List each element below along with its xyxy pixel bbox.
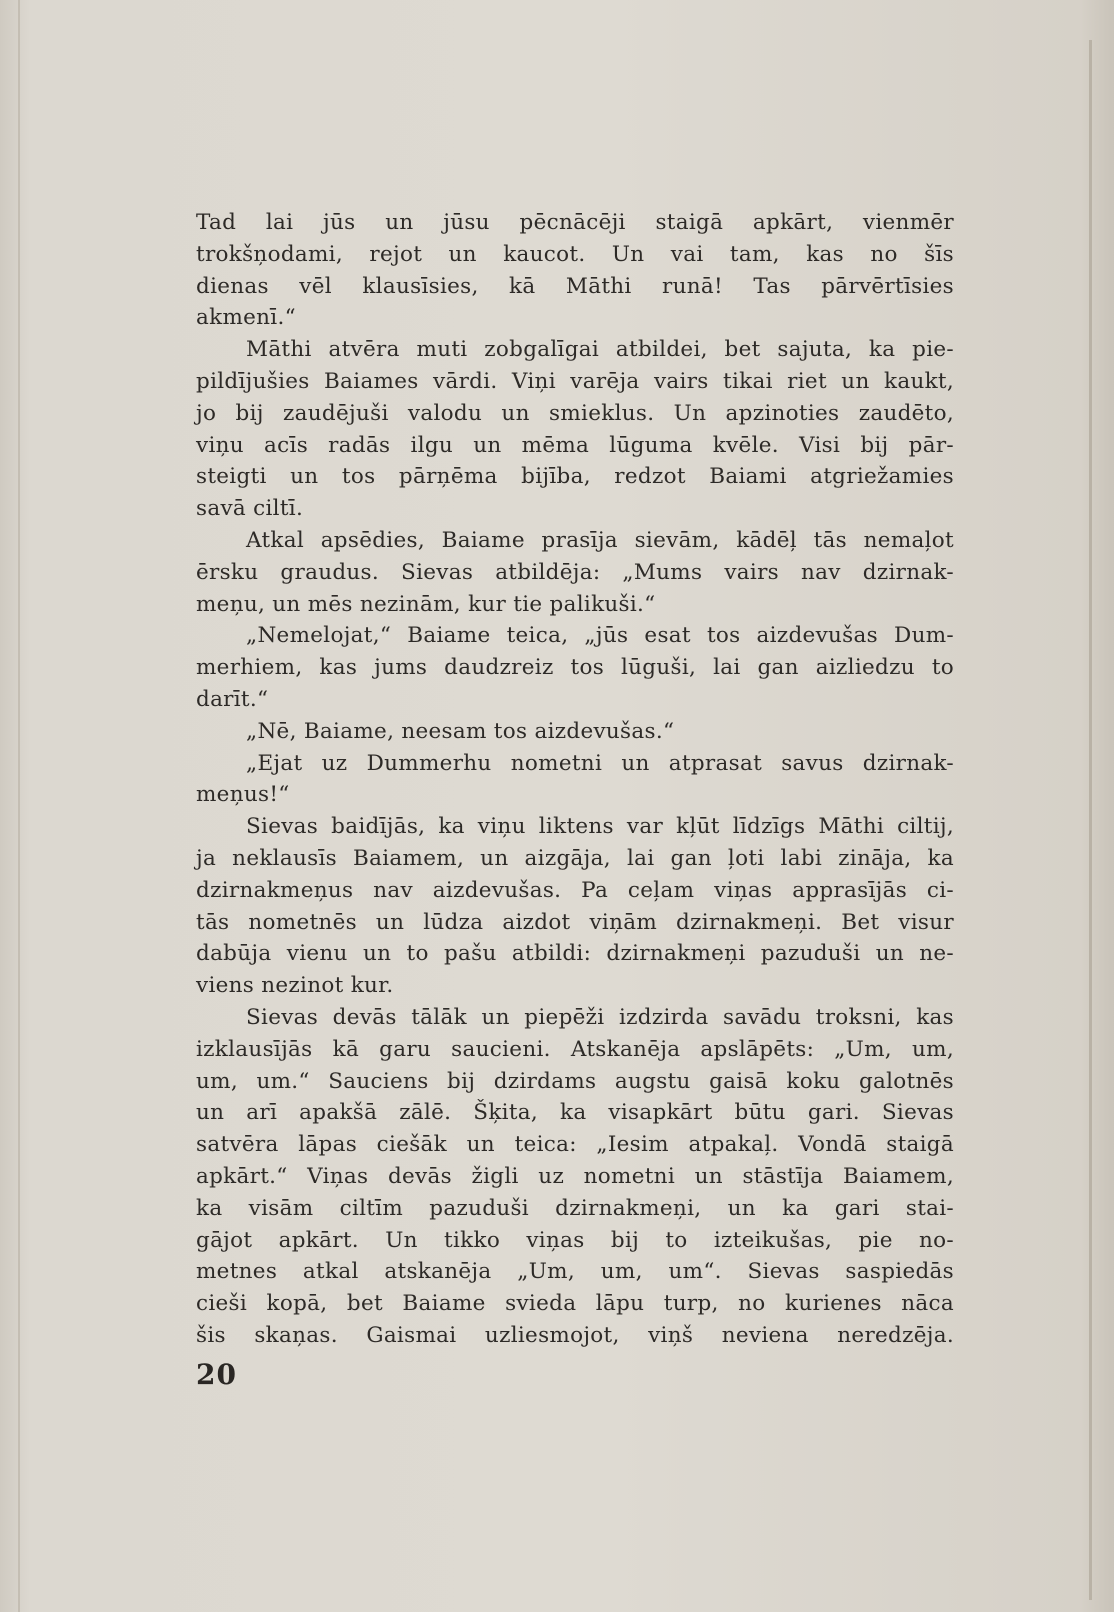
text-line: šis skaņas. Gaismai uzliesmojot, viņš neviena neredzēja. (196, 1322, 954, 1348)
text-line: viņu acīs radās ilgu un mēma lūguma kvēle. Visi bij pār- (196, 432, 954, 458)
text-line: um, um.“ Sauciens bij dzirdams augstu gaisā koku galotnēs (196, 1068, 954, 1094)
text-line: meņus!“ (196, 782, 290, 808)
text-line: dzirnakmeņus nav aizdevušas. Pa ceļam viņas apprasījās ci- (196, 877, 954, 903)
text-line: Tad lai jūs un jūsu pēcnācēji staigā apkārt, vienmēr (196, 210, 954, 235)
text-line: viens nezinot kur. (196, 973, 394, 999)
text-line: steigti un tos pārņēma bijība, redzot Baiami atgriežamies (196, 464, 954, 490)
text-line: pildījušies Baiames vārdi. Viņi varēja vairs tikai riet un kaukt, (196, 368, 954, 394)
text-line: Māthi atvēra muti zobgalīgai atbildei, bet sajuta, ka pie- (246, 337, 954, 363)
text-line: Sievas baidījās, ka viņu liktens var kļūt līdzīgs Māthi ciltij, (246, 814, 954, 840)
text-line: un arī apakšā zālē. Šķita, ka visapkārt būtu gari. Sievas (196, 1100, 954, 1126)
text-line: metnes atkal atskanēja „Um, um, um“. Sievas saspiedās (196, 1259, 954, 1285)
text-line: ka visām ciltīm pazuduši dzirnakmeņi, un ka gari stai- (196, 1195, 954, 1221)
text-line: dabūja vienu un to pašu atbildi: dzirnakmeņi pazuduši un ne- (196, 941, 954, 967)
text-line: gājot apkārt. Un tikko viņas bij to izteikušas, pie no- (196, 1227, 954, 1253)
text-line: savā ciltī. (196, 496, 304, 522)
text-line: Sievas devās tālāk un piepēži izdzirda savādu troksni, kas (246, 1004, 954, 1030)
text-line: izklausījās kā garu saucieni. Atskanēja apslāpēts: „Um, um, (196, 1036, 954, 1062)
page-edge-left (18, 0, 20, 1612)
text-line: darīt.“ (196, 686, 269, 712)
text-line: meņu, un mēs nezinām, kur tie palikuši.“ (196, 591, 656, 617)
text-line: dienas vēl klausīsies, kā Māthi runā! Tas pārvērtīsies (196, 273, 954, 299)
text-line: tās nometnēs un lūdza aizdot viņām dzirnakmeņi. Bet visur (196, 909, 954, 935)
text-line: „Ejat uz Dummerhu nometni un atprasat savus dzirnak- (246, 750, 954, 776)
text-line: merhiem, kas jums daudzreiz tos lūguši, lai gan aizliedzu to (196, 655, 954, 681)
text-line: „Nē, Baiame, neesam tos aizdevušas.“ (246, 718, 675, 744)
text-line: trokšņodami, rejot un kaucot. Un vai tam, kas no šīs (196, 241, 954, 267)
page-number: 20 (196, 1358, 237, 1391)
text-line: apkārt.“ Viņas devās žigli uz nometni un stāstīja Baiamem, (196, 1163, 954, 1189)
text-line: ja neklausīs Baiamem, un aizgāja, lai gan ļoti labi zināja, ka (196, 845, 954, 871)
body-text (196, 207, 954, 1352)
text-line: jo bij zaudējuši valodu un smieklus. Un apzinoties zaudēto, (196, 400, 954, 426)
text-line: satvēra lāpas ciešāk un teica: „Iesim atpakaļ. Vondā staigā (196, 1132, 954, 1158)
text-line: Atkal apsēdies, Baiame prasīja sievām, kādēļ tās nemaļot (246, 527, 954, 553)
page-edge-right (1089, 40, 1092, 1600)
text-line: „Nemelojat,“ Baiame teica, „jūs esat tos aizdevušas Dum- (246, 623, 954, 649)
text-line: akmenī.“ (196, 305, 296, 331)
text-line: ērsku graudus. Sievas atbildēja: „Mums vairs nav dzirnak- (196, 559, 954, 585)
text-line: cieši kopā, bet Baiame svieda lāpu turp, no kurienes nāca (196, 1291, 954, 1317)
